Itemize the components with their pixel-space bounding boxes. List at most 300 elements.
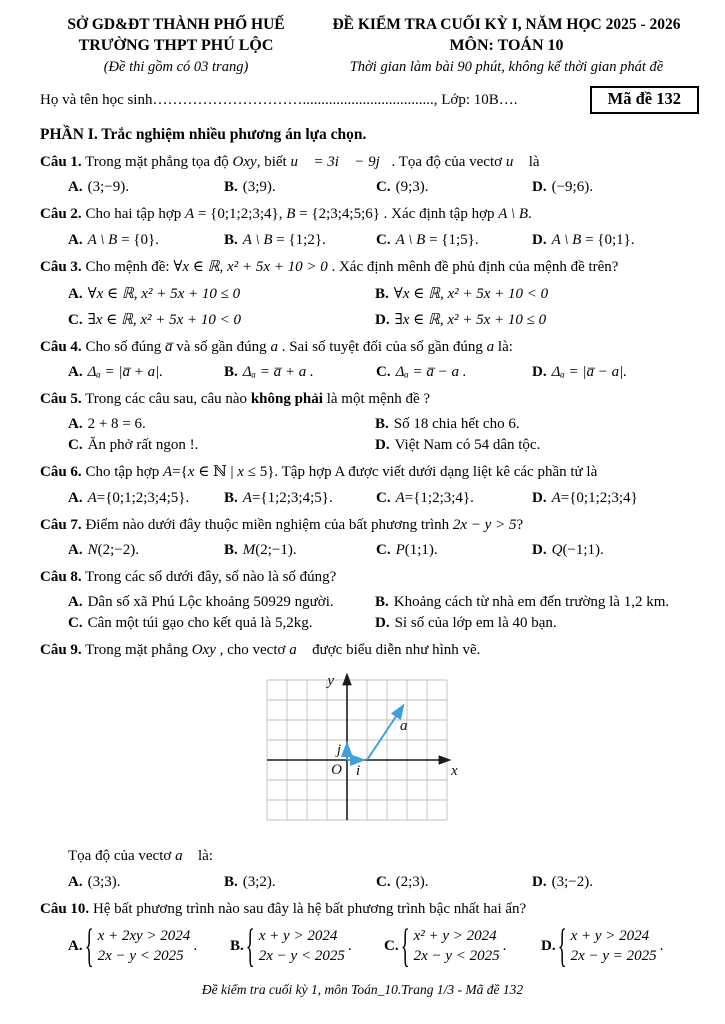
question-label: Câu 1. [40, 154, 82, 170]
text-segment: được biểu diễn như hình vẽ. [308, 642, 481, 658]
option-label: B. [375, 416, 389, 433]
option-d [532, 232, 701, 249]
question-stem [40, 204, 701, 224]
text-segment: = {0;1}. [581, 231, 635, 248]
text-segment: A \ B [242, 231, 273, 248]
text-segment: Cho mệnh đề: [85, 258, 174, 275]
option-value [395, 312, 547, 328]
option-label: D. [532, 364, 547, 380]
text-segment: (2;−2). [97, 541, 139, 558]
option-a [68, 542, 220, 559]
option-label: C. [376, 231, 391, 248]
option-label: A. [68, 489, 83, 506]
text-segment: Q [551, 541, 563, 558]
question-6 [40, 462, 701, 506]
text-segment: = {2;3;4;5;6} . Xác định tập hợp [295, 206, 499, 223]
option-value [88, 874, 121, 890]
options [40, 490, 701, 507]
text-segment: ∀x ∈ ℝ, x² + 5x + 10 < 0 [393, 285, 549, 302]
text-segment: = {0;1;2;3;4}, [194, 206, 287, 223]
option-c [376, 179, 528, 196]
text-segment: Cho số đúng [85, 338, 166, 355]
option-a [68, 364, 220, 381]
text-segment: u⃗ [505, 154, 525, 170]
text-segment: (−1;1). [562, 541, 604, 558]
text-segment: là một mệnh đề ? [322, 391, 431, 407]
text-segment: ={1;2;3;4;5}. [251, 489, 333, 506]
text-segment: . Sai số tuyệt đối của số gần đúng [277, 338, 487, 355]
question-stem [40, 462, 701, 482]
text-segment: a⃗ [289, 642, 309, 658]
system-line-2: 2x − y < 2025 [97, 948, 184, 964]
system-line-1: { x + y > 2024 [258, 927, 338, 944]
option-value [552, 364, 627, 380]
option-value [552, 874, 593, 890]
question-text [93, 901, 526, 917]
question-label: Câu 8. [40, 568, 82, 585]
question-text [85, 206, 531, 222]
text-segment: (3;3). [87, 873, 121, 890]
option-label: B. [224, 231, 238, 248]
text-segment: = {1;5}. [425, 231, 479, 248]
question-5 [40, 389, 701, 454]
question-10 [40, 899, 701, 967]
option-label: A. [68, 364, 83, 380]
option-d [532, 179, 701, 196]
option-b [224, 364, 372, 381]
option-d [375, 310, 701, 329]
text-segment: ={0;1;2;3;4} [560, 489, 638, 506]
question-3 [40, 257, 701, 329]
text-segment: ≤ 5}. Tập hợp A được viết dưới dạng liệt kê các phần tử là [243, 464, 598, 481]
text-segment: (3;−2). [551, 873, 593, 890]
option-label: C. [376, 179, 391, 196]
option-label: C. [68, 311, 83, 328]
option-a [68, 874, 220, 891]
option-value [394, 416, 520, 432]
question-stem [40, 257, 701, 277]
options [40, 364, 701, 381]
options [40, 874, 701, 891]
text-segment: M [242, 541, 256, 558]
option-value [88, 232, 159, 248]
options [40, 284, 701, 329]
text-segment: , biết [256, 154, 291, 170]
option-label: D. [541, 937, 556, 954]
text-segment: ? [516, 516, 524, 533]
text-segment: (3;−9). [87, 179, 129, 196]
question-7 [40, 515, 701, 559]
option-label: A. [68, 541, 83, 558]
option-value [552, 179, 593, 195]
option-value [88, 615, 313, 631]
option-d [541, 926, 701, 967]
subject-title: MÔN: TOÁN 10 [449, 37, 564, 54]
options [40, 232, 701, 249]
option-label: B. [230, 937, 244, 954]
text-segment: x [187, 464, 195, 481]
unit-i-label: i [355, 763, 360, 780]
option-label: A. [68, 179, 83, 196]
text-segment: không phải [250, 391, 323, 407]
option-value [394, 286, 548, 302]
question-sub-stem [40, 846, 701, 866]
question-label: Câu 4. [40, 338, 82, 355]
text-segment: Δₐ = |a̅ + a|. [87, 364, 164, 380]
question-stem [40, 567, 701, 587]
option-label: C. [68, 615, 83, 631]
text-segment: A [395, 489, 405, 506]
question-label: Câu 7. [40, 516, 82, 533]
text-segment: ∀x ∈ ℝ, x² + 5x + 10 ≤ 0 [87, 285, 241, 302]
part1-heading: PHẦN I. Trắc nghiệm nhiều phương án lựa chọn. [40, 126, 367, 143]
text-segment: Khoảng cách từ nhà em đến trường là 1,2 km. [393, 594, 670, 610]
option-c [384, 926, 537, 967]
question-stem [40, 389, 701, 409]
y-axis-label: y [326, 673, 334, 690]
option-label: B. [224, 179, 238, 196]
option-d [375, 615, 701, 632]
option-label: B. [224, 489, 238, 506]
unit-j-label: j [336, 742, 341, 759]
text-segment: ={ [172, 464, 188, 481]
option-b [375, 284, 701, 303]
option-a [68, 926, 226, 967]
option-c [376, 542, 528, 559]
text-segment: ={0;1;2;3;4;5}. [96, 489, 190, 506]
question-label: Câu 2. [40, 206, 82, 223]
option-label: C. [384, 937, 399, 954]
text-segment: (1;1). [404, 541, 438, 558]
exam-code-box: Mã đề 132 [590, 86, 699, 114]
question-4 [40, 337, 701, 381]
text-segment: là: [194, 848, 213, 865]
options [40, 926, 701, 967]
option-label: A. [68, 416, 83, 433]
text-segment: Cho hai tập hợp [85, 206, 186, 223]
option-value [396, 232, 479, 248]
question-stem [40, 337, 701, 357]
text-segment: Số 18 chia hết cho 6. [393, 416, 520, 433]
option-b [375, 416, 701, 433]
question-label: Câu 10. [40, 900, 90, 917]
text-segment: A [551, 489, 561, 506]
text-segment: 2 + 8 = 6. [87, 416, 146, 433]
option-c [68, 615, 371, 632]
text-segment: A [185, 206, 195, 223]
text-segment: . Tọa độ của vectơ [391, 154, 506, 170]
x-axis-label: x [450, 763, 458, 780]
header-right [312, 16, 701, 76]
text-segment: A [162, 464, 173, 481]
text-segment: (−9;6). [551, 179, 593, 196]
question-stem [40, 899, 701, 919]
option-label: B. [224, 541, 238, 558]
text-segment: A \ B [87, 231, 118, 248]
grid-lines [267, 680, 447, 820]
department-name: SỞ GD&ĐT THÀNH PHỐ HUẾ [67, 16, 285, 33]
text-segment: A [242, 489, 252, 506]
text-segment: Ăn phở rất ngon !. [87, 437, 199, 454]
text-segment: ∈ ℕ | [194, 464, 238, 481]
option-b [375, 594, 701, 611]
text-segment: Dân số xã Phú Lộc khoảng 50929 người. [87, 594, 334, 610]
exam-title: ĐỀ KIỂM TRA CUỐI KỲ I, NĂM HỌC 2025 - 2026 [332, 16, 681, 33]
option-label: B. [375, 594, 389, 610]
option-label: C. [376, 873, 391, 890]
option-value [88, 364, 163, 380]
option-label: B. [224, 873, 238, 890]
text-segment: Δₐ = a̅ + a . [242, 364, 314, 380]
option-label: C. [68, 437, 83, 454]
option-label: D. [532, 489, 547, 506]
question-stem [40, 640, 701, 660]
option-b [224, 232, 372, 249]
option-value [395, 615, 557, 631]
option-value [243, 179, 276, 195]
option-label: C. [376, 541, 391, 558]
system-line-2: 2x − y < 2025 [413, 948, 500, 964]
question-label: Câu 3. [40, 258, 82, 275]
question-stem [40, 152, 701, 172]
option-label: D. [375, 311, 390, 328]
option-label: D. [375, 437, 390, 454]
text-segment: a⃗ [175, 848, 195, 865]
text-segment: Trong các câu sau, câu nào [85, 391, 251, 407]
text-segment: ∀x ∈ ℝ, x² + 5x + 10 > 0 [173, 258, 328, 275]
option-label: B. [375, 285, 389, 302]
question-text [85, 642, 480, 658]
option-value [552, 490, 638, 506]
text-segment: ∃x ∈ ℝ, x² + 5x + 10 < 0 [87, 311, 242, 328]
school-name: TRƯỜNG THPT PHÚ LỘC [78, 37, 274, 54]
option-value [396, 364, 467, 380]
option-value [243, 490, 333, 506]
vector-a-label: a⃗ [399, 718, 419, 735]
student-info-row [40, 86, 701, 114]
option-label: A. [68, 285, 83, 302]
text-segment: , cho vectơ [215, 642, 290, 658]
text-segment: 2x − y > 5 [452, 516, 517, 533]
text-segment: Cân một túi gạo cho kết quả là 5,2kg. [87, 615, 313, 631]
option-c [68, 310, 371, 329]
text-segment: Tọa độ của vectơ [68, 848, 176, 865]
question-label: Câu 9. [40, 642, 82, 658]
question-1 [40, 152, 701, 196]
text-segment: A \ B [395, 231, 426, 248]
inequality-system [561, 926, 657, 967]
option-value [88, 416, 146, 432]
text-segment: (2;3). [395, 873, 429, 890]
options [40, 179, 701, 196]
student-name-line: Họ và tên học sinh…………………………..................................., Lớp: 10B…. [40, 91, 518, 108]
option-value [243, 232, 326, 248]
text-segment: ∃x ∈ ℝ, x² + 5x + 10 ≤ 0 [394, 311, 547, 328]
option-a [68, 232, 220, 249]
text-segment: Trong mặt phẳng tọa độ [85, 154, 233, 170]
option-label: B. [224, 364, 238, 380]
question-label: Câu 6. [40, 464, 82, 481]
text-segment: Hệ bất phương trình nào sau đây là hệ bất phương trình bậc nhất hai ẩn? [92, 900, 527, 917]
option-b [224, 490, 372, 507]
option-b [230, 926, 380, 967]
text-segment: ={1;2;3;4}. [404, 489, 474, 506]
vector-figure [40, 668, 701, 840]
text-segment: A \ B [551, 231, 582, 248]
system-line-2: 2x − y = 2025 [570, 948, 657, 964]
text-segment: Oxy [232, 154, 257, 170]
text-segment: = {0}. [117, 231, 159, 248]
header [40, 16, 701, 76]
option-a [68, 594, 371, 611]
text-segment: (9;3). [395, 179, 429, 196]
option-value [394, 594, 669, 610]
option-value [395, 437, 541, 453]
option-value [243, 874, 276, 890]
system-line-1: { x + 2xy > 2024 [97, 927, 191, 944]
options [40, 542, 701, 559]
system-line-1: { x + y > 2024 [570, 927, 650, 944]
option-label: A. [68, 231, 83, 248]
option-a [68, 416, 371, 433]
option-label: D. [375, 615, 390, 631]
text-segment: a̅ [165, 338, 173, 355]
option-d [375, 437, 701, 454]
text-segment: là [524, 154, 540, 170]
text-segment: (2;−1). [255, 541, 297, 558]
coordinate-grid-figure [253, 668, 489, 840]
option-value [88, 542, 139, 558]
option-value [243, 542, 297, 558]
text-segment: (3;9). [242, 179, 276, 196]
option-value [88, 312, 241, 328]
text-segment: Oxy [191, 642, 216, 658]
option-value [88, 490, 190, 506]
option-c [376, 490, 528, 507]
option-value [88, 286, 240, 302]
option-b [224, 542, 372, 559]
text-segment: u⃗ = 3i⃗ − 9j⃗ [290, 154, 392, 170]
text-segment: N [87, 541, 98, 558]
options [40, 594, 701, 632]
text-segment: A \ B [498, 206, 528, 223]
option-label: A. [68, 937, 83, 954]
text-segment: B [286, 206, 296, 223]
inequality-system [249, 926, 345, 967]
question-label: Câu 5. [40, 391, 82, 407]
text-segment: a [270, 338, 278, 355]
text-segment: Trong mặt phẳng [85, 642, 192, 658]
text-segment: Việt Nam có 54 dân tộc. [394, 437, 541, 454]
question-text [85, 154, 539, 170]
vector-a [367, 706, 403, 760]
text-segment: và số gần đúng [172, 338, 271, 355]
duration-note: Thời gian làm bài 90 phút, không kể thời gian phát đề [349, 59, 664, 75]
text-segment: Δₐ = a̅ − a . [395, 364, 467, 380]
option-c [376, 364, 528, 381]
text-segment: (3;2). [242, 873, 276, 890]
question-text [85, 259, 618, 275]
text-segment: Δₐ = |a̅ − a|. [551, 364, 628, 380]
option-label: A. [68, 594, 83, 610]
text-segment: Cho tập hợp [85, 464, 163, 481]
text-segment: . [528, 206, 532, 223]
question-text [85, 391, 430, 407]
option-b [224, 179, 372, 196]
option-d [532, 364, 701, 381]
option-value [88, 594, 334, 610]
option-suffix: . [502, 937, 507, 954]
option-value [552, 232, 635, 248]
option-d [532, 542, 701, 559]
option-value [396, 179, 429, 195]
text-segment: a [486, 338, 495, 355]
option-b [224, 874, 372, 891]
text-segment: Sỉ số của lớp em là 40 bạn. [394, 615, 557, 631]
option-value [88, 179, 129, 195]
question-2 [40, 204, 701, 248]
options [40, 416, 701, 454]
text-segment: . Xác định mênh đề phủ định của mệnh đề trên? [327, 258, 619, 275]
option-d [532, 490, 701, 507]
option-label: C. [376, 489, 391, 506]
option-value [396, 542, 438, 558]
option-value [243, 364, 314, 380]
option-a [68, 490, 220, 507]
pages-note: (Đề thi gồm có 03 trang) [103, 59, 249, 75]
system-line-2: 2x − y < 2025 [258, 948, 345, 964]
question-9 [40, 640, 701, 891]
inequality-system [88, 926, 191, 967]
text-segment: Điểm nào dưới đây thuộc miền nghiệm của bất phương trình [85, 516, 453, 533]
question-text [85, 339, 512, 355]
inequality-system [404, 926, 500, 967]
question-text [68, 848, 213, 864]
system-line-1: { x² + y > 2024 [413, 927, 497, 944]
option-label: D. [532, 179, 547, 196]
option-value [552, 542, 604, 558]
option-value [396, 874, 429, 890]
option-a [68, 179, 220, 196]
question-text [85, 569, 336, 585]
text-segment: A [87, 489, 97, 506]
option-value [396, 490, 474, 506]
header-left [40, 16, 312, 76]
page-footer: Đề kiểm tra cuối kỳ 1, môn Toán_10.Trang 1/3 - Mã đề 132 [201, 982, 524, 997]
option-c [68, 437, 371, 454]
question-8 [40, 567, 701, 632]
origin-label: O [330, 762, 342, 779]
option-label: D. [532, 541, 547, 558]
option-label: A. [68, 873, 83, 890]
option-a [68, 284, 371, 303]
text-segment: là: [494, 338, 513, 355]
option-value [88, 437, 199, 453]
text-segment: P [395, 541, 405, 558]
question-text [85, 464, 597, 480]
option-label: D. [532, 873, 547, 890]
option-suffix: . [347, 937, 352, 954]
option-label: C. [376, 364, 391, 380]
option-suffix: . [193, 937, 198, 954]
option-suffix: . [659, 937, 664, 954]
text-segment: Trong các số dưới đây, số nào là số đúng? [85, 568, 337, 585]
text-segment: x [237, 464, 244, 481]
text-segment: = {1;2}. [272, 231, 326, 248]
question-stem [40, 515, 701, 535]
question-text [85, 517, 523, 533]
option-c [376, 232, 528, 249]
